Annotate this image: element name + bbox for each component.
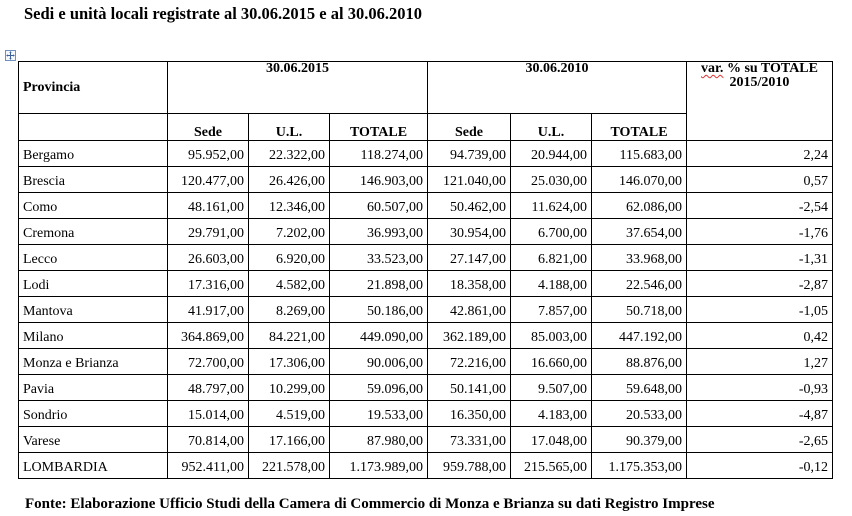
header-variation-label: % su TOTALE bbox=[723, 61, 818, 76]
header-ul-2010: U.L. bbox=[511, 114, 592, 141]
table-row bbox=[19, 401, 833, 427]
header-variation-years: 2015/2010 bbox=[729, 75, 790, 90]
cell-ul-2015: 4.582,00 bbox=[249, 271, 330, 297]
data-table bbox=[18, 61, 833, 479]
cell-totale-2010: 50.718,00 bbox=[592, 297, 687, 323]
cell-ul-2010: 20.944,00 bbox=[511, 141, 592, 167]
cell-ul-2015: 8.269,00 bbox=[249, 297, 330, 323]
cell-variation: 0,42 bbox=[687, 323, 833, 349]
header-period-2015: 30.06.2015 bbox=[168, 62, 428, 114]
cell-sede-2015: 17.316,00 bbox=[168, 271, 249, 297]
cell-totale-2010: 22.546,00 bbox=[592, 271, 687, 297]
cell-variation: -2,87 bbox=[687, 271, 833, 297]
cell-sede-2010: 18.358,00 bbox=[428, 271, 511, 297]
header-sede-2015: Sede bbox=[168, 114, 249, 141]
cell-sede-2010: 362.189,00 bbox=[428, 323, 511, 349]
cell-ul-2015: 6.920,00 bbox=[249, 245, 330, 271]
cell-ul-2010: 6.700,00 bbox=[511, 219, 592, 245]
cell-sede-2015: 364.869,00 bbox=[168, 323, 249, 349]
cell-provincia: Monza e Brianza bbox=[19, 349, 168, 375]
cell-sede-2015: 70.814,00 bbox=[168, 427, 249, 453]
cell-totale-2015: 449.090,00 bbox=[330, 323, 428, 349]
cell-sede-2015: 48.161,00 bbox=[168, 193, 249, 219]
header-ul-2015: U.L. bbox=[249, 114, 330, 141]
cell-sede-2015: 95.952,00 bbox=[168, 141, 249, 167]
table-row bbox=[19, 453, 833, 479]
cell-totale-2015: 21.898,00 bbox=[330, 271, 428, 297]
cell-sede-2010: 50.141,00 bbox=[428, 375, 511, 401]
cell-variation: -1,05 bbox=[687, 297, 833, 323]
cell-variation: 0,57 bbox=[687, 167, 833, 193]
cell-ul-2010: 25.030,00 bbox=[511, 167, 592, 193]
cell-totale-2015: 60.507,00 bbox=[330, 193, 428, 219]
table-row bbox=[19, 323, 833, 349]
cell-totale-2015: 90.006,00 bbox=[330, 349, 428, 375]
cell-variation: -2,54 bbox=[687, 193, 833, 219]
cell-sede-2015: 72.700,00 bbox=[168, 349, 249, 375]
cell-variation: -4,87 bbox=[687, 401, 833, 427]
header-variation bbox=[687, 62, 833, 141]
cell-variation: -0,93 bbox=[687, 375, 833, 401]
cell-provincia: Milano bbox=[19, 323, 168, 349]
cell-ul-2010: 9.507,00 bbox=[511, 375, 592, 401]
cell-provincia: Mantova bbox=[19, 297, 168, 323]
cell-variation: 1,27 bbox=[687, 349, 833, 375]
cell-totale-2010: 115.683,00 bbox=[592, 141, 687, 167]
cell-sede-2010: 30.954,00 bbox=[428, 219, 511, 245]
cell-ul-2015: 17.306,00 bbox=[249, 349, 330, 375]
table-row bbox=[19, 375, 833, 401]
table-row bbox=[19, 219, 833, 245]
cell-totale-2010: 90.379,00 bbox=[592, 427, 687, 453]
header-period-2010: 30.06.2010 bbox=[428, 62, 687, 114]
cell-ul-2015: 10.299,00 bbox=[249, 375, 330, 401]
table-row bbox=[19, 193, 833, 219]
cell-ul-2010: 16.660,00 bbox=[511, 349, 592, 375]
cell-totale-2010: 59.648,00 bbox=[592, 375, 687, 401]
cell-ul-2010: 17.048,00 bbox=[511, 427, 592, 453]
source-note: Fonte: Elaborazione Ufficio Studi della Camera di Commercio di Monza e Brianza su dati Registro Imprese bbox=[25, 496, 715, 512]
table-row bbox=[19, 297, 833, 323]
cell-totale-2015: 50.186,00 bbox=[330, 297, 428, 323]
cell-provincia: Como bbox=[19, 193, 168, 219]
cell-variation: -1,31 bbox=[687, 245, 833, 271]
table-body bbox=[19, 141, 833, 479]
cell-sede-2015: 48.797,00 bbox=[168, 375, 249, 401]
document-title: Sedi e unità locali registrate al 30.06.2015 e al 30.06.2010 bbox=[24, 4, 422, 23]
cell-variation: 2,24 bbox=[687, 141, 833, 167]
cell-sede-2010: 121.040,00 bbox=[428, 167, 511, 193]
cell-totale-2010: 1.175.353,00 bbox=[592, 453, 687, 479]
header-provincia: Provincia bbox=[19, 62, 168, 114]
cell-ul-2015: 4.519,00 bbox=[249, 401, 330, 427]
cell-ul-2010: 6.821,00 bbox=[511, 245, 592, 271]
table-row bbox=[19, 167, 833, 193]
cell-sede-2010: 50.462,00 bbox=[428, 193, 511, 219]
cell-ul-2010: 4.183,00 bbox=[511, 401, 592, 427]
cell-provincia: Cremona bbox=[19, 219, 168, 245]
cell-sede-2010: 16.350,00 bbox=[428, 401, 511, 427]
table-row bbox=[19, 245, 833, 271]
cell-sede-2015: 120.477,00 bbox=[168, 167, 249, 193]
cell-provincia: Sondrio bbox=[19, 401, 168, 427]
cell-provincia: LOMBARDIA bbox=[19, 453, 168, 479]
cell-sede-2010: 959.788,00 bbox=[428, 453, 511, 479]
table-row bbox=[19, 141, 833, 167]
cell-totale-2010: 62.086,00 bbox=[592, 193, 687, 219]
cell-variation: -0,12 bbox=[687, 453, 833, 479]
cell-ul-2015: 22.322,00 bbox=[249, 141, 330, 167]
table-row bbox=[19, 427, 833, 453]
header-sede-2010: Sede bbox=[428, 114, 511, 141]
cell-totale-2010: 20.533,00 bbox=[592, 401, 687, 427]
cell-provincia: Pavia bbox=[19, 375, 168, 401]
cell-sede-2010: 72.216,00 bbox=[428, 349, 511, 375]
cell-ul-2015: 17.166,00 bbox=[249, 427, 330, 453]
cell-sede-2015: 15.014,00 bbox=[168, 401, 249, 427]
cell-ul-2010: 4.188,00 bbox=[511, 271, 592, 297]
cell-totale-2015: 118.274,00 bbox=[330, 141, 428, 167]
cell-ul-2015: 221.578,00 bbox=[249, 453, 330, 479]
table-row bbox=[19, 349, 833, 375]
cell-totale-2010: 447.192,00 bbox=[592, 323, 687, 349]
cell-variation: -2,65 bbox=[687, 427, 833, 453]
cell-ul-2010: 215.565,00 bbox=[511, 453, 592, 479]
header-variation-prefix: var. bbox=[701, 61, 724, 76]
cell-provincia: Varese bbox=[19, 427, 168, 453]
cell-totale-2010: 146.070,00 bbox=[592, 167, 687, 193]
cell-totale-2015: 33.523,00 bbox=[330, 245, 428, 271]
cell-ul-2015: 7.202,00 bbox=[249, 219, 330, 245]
header-empty bbox=[19, 114, 168, 141]
cell-totale-2015: 146.903,00 bbox=[330, 167, 428, 193]
cell-sede-2010: 42.861,00 bbox=[428, 297, 511, 323]
cell-totale-2010: 33.968,00 bbox=[592, 245, 687, 271]
cell-totale-2015: 59.096,00 bbox=[330, 375, 428, 401]
cell-ul-2015: 84.221,00 bbox=[249, 323, 330, 349]
cell-sede-2015: 26.603,00 bbox=[168, 245, 249, 271]
cell-sede-2010: 27.147,00 bbox=[428, 245, 511, 271]
cell-sede-2015: 952.411,00 bbox=[168, 453, 249, 479]
cell-sede-2010: 94.739,00 bbox=[428, 141, 511, 167]
cell-totale-2015: 87.980,00 bbox=[330, 427, 428, 453]
cell-ul-2010: 85.003,00 bbox=[511, 323, 592, 349]
header-totale-2010: TOTALE bbox=[592, 114, 687, 141]
header-totale-2015: TOTALE bbox=[330, 114, 428, 141]
cell-variation: -1,76 bbox=[687, 219, 833, 245]
cell-ul-2015: 26.426,00 bbox=[249, 167, 330, 193]
cell-provincia: Lodi bbox=[19, 271, 168, 297]
cell-ul-2010: 11.624,00 bbox=[511, 193, 592, 219]
header-row-top bbox=[19, 62, 833, 114]
cell-ul-2015: 12.346,00 bbox=[249, 193, 330, 219]
cell-totale-2010: 88.876,00 bbox=[592, 349, 687, 375]
four-arrows-icon bbox=[6, 51, 15, 60]
cell-provincia: Brescia bbox=[19, 167, 168, 193]
cell-ul-2010: 7.857,00 bbox=[511, 297, 592, 323]
cell-sede-2010: 73.331,00 bbox=[428, 427, 511, 453]
table-move-handle-icon[interactable] bbox=[5, 50, 16, 61]
table-row bbox=[19, 271, 833, 297]
cell-sede-2015: 29.791,00 bbox=[168, 219, 249, 245]
cell-provincia: Bergamo bbox=[19, 141, 168, 167]
cell-provincia: Lecco bbox=[19, 245, 168, 271]
cell-totale-2015: 19.533,00 bbox=[330, 401, 428, 427]
cell-totale-2010: 37.654,00 bbox=[592, 219, 687, 245]
cell-totale-2015: 1.173.989,00 bbox=[330, 453, 428, 479]
cell-sede-2015: 41.917,00 bbox=[168, 297, 249, 323]
cell-totale-2015: 36.993,00 bbox=[330, 219, 428, 245]
